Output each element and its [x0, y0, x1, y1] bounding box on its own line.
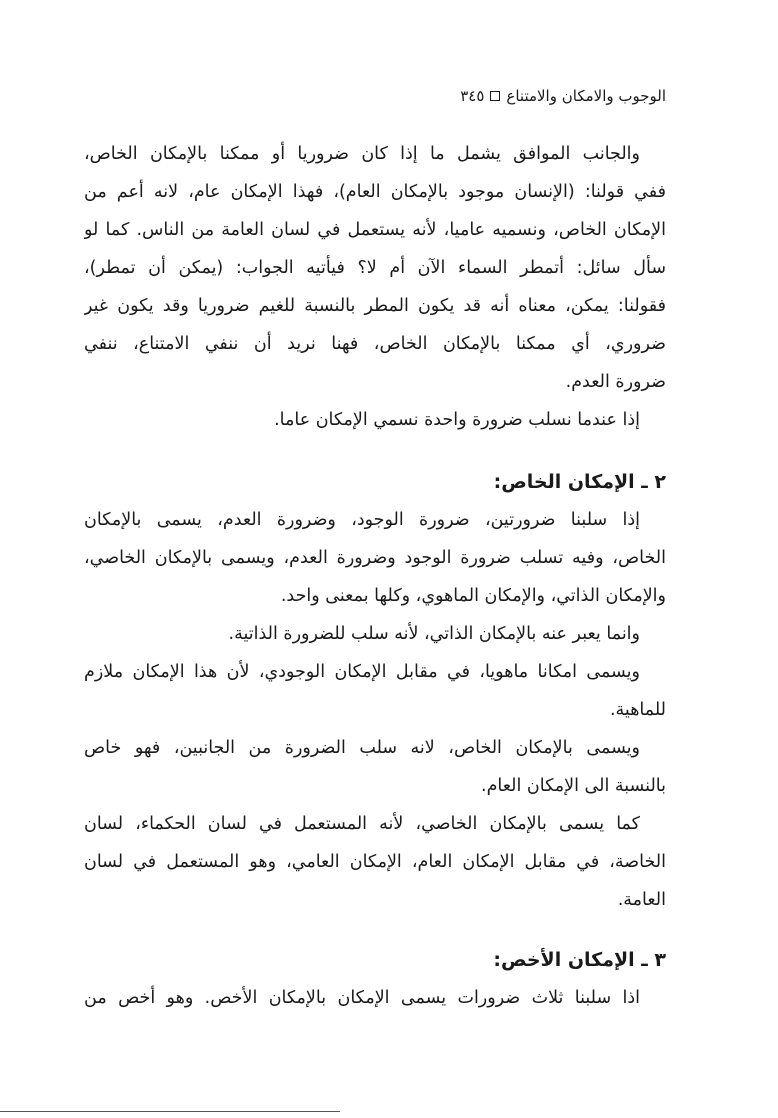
square-ornament-icon — [490, 91, 500, 101]
text-line: الإمكان الخاص، ونسميه عاميا، لأنه يستعمل في لسان العامة من الناس. كما لو — [84, 220, 666, 240]
text-line: للماهية. — [609, 700, 666, 720]
text-line: كما يسمى بالإمكان الخاصي، لأنه المستعمل في لسان الحكماء، لسان — [84, 814, 640, 834]
running-header-title: الوجوب والامكان والامتناع — [506, 87, 666, 105]
text-line: فقولنا: يمكن، معناه أنه قد يكون المطر بالنسبة للغيم ضروريا وقد يكون غير — [84, 296, 666, 316]
text-line: وانما يعبر عنه بالإمكان الذاتي، لأنه سلب للضرورة الذاتية. — [228, 624, 640, 644]
page-number: ٣٤٥ — [460, 87, 485, 105]
text-line: والجانب الموافق يشمل ما إذا كان ضروريا أو ممكنا بالإمكان الخاص، — [84, 144, 640, 164]
text-line: والإمكان الذاتي، والإمكان الماهوي، وكلها بمعنى واحد. — [280, 586, 666, 606]
running-header — [460, 84, 666, 108]
section-heading-special-possibility: ٢ ـ الإمكان الخاص: — [493, 471, 666, 493]
text-line: ضرورة العدم. — [565, 372, 666, 392]
text-line: ويسمى امكانا ماهويا، في مقابل الإمكان الوجودي، لأن هذا الإمكان ملازم — [84, 662, 640, 682]
bottom-divider — [0, 1111, 340, 1112]
text-line: الخاص، وفيه تسلب ضرورة الوجود وضرورة العدم، ويسمى بالإمكان الخاصي، — [84, 548, 666, 568]
text-line: إذا سلبنا ضرورتين، ضرورة الوجود، وضرورة العدم، يسمى بالإمكان — [84, 510, 640, 530]
body-text — [84, 135, 666, 1017]
text-line: ففي قولنا: (الإنسان موجود بالإمكان العام)، فهذا الإمكان عام، لانه أعم من — [84, 182, 666, 202]
text-line: بالنسبة الى الإمكان العام. — [481, 776, 666, 796]
spacer — [84, 919, 666, 941]
text-line: اذا سلبنا ثلاث ضرورات يسمى الإمكان بالإمكان الأخص. وهو أخص من — [84, 988, 640, 1008]
text-line: سأل سائل: أتمطر السماء الآن أم لا؟ فيأتيه الجواب: (يمكن أن تمطر)، — [84, 258, 666, 278]
text-line: ضروري، أي ممكنا بالإمكان الخاص، فهنا نريد أن ننفي الامتناع، ننفي — [84, 334, 666, 354]
text-line: ويسمى بالإمكان الخاص، لانه سلب الضرورة من الجانبين، فهو خاص — [84, 738, 640, 758]
section-heading-most-special-possibility: ٣ ـ الإمكان الأخص: — [493, 949, 666, 971]
text-line: العامة. — [617, 890, 666, 910]
text-line: إذا عندما نسلب ضرورة واحدة نسمي الإمكان عاما. — [274, 410, 640, 430]
text-line: الخاصة، في مقابل الإمكان العام، الإمكان العامي، وهو المستعمل في لسان — [84, 852, 666, 872]
spacer — [84, 439, 666, 463]
